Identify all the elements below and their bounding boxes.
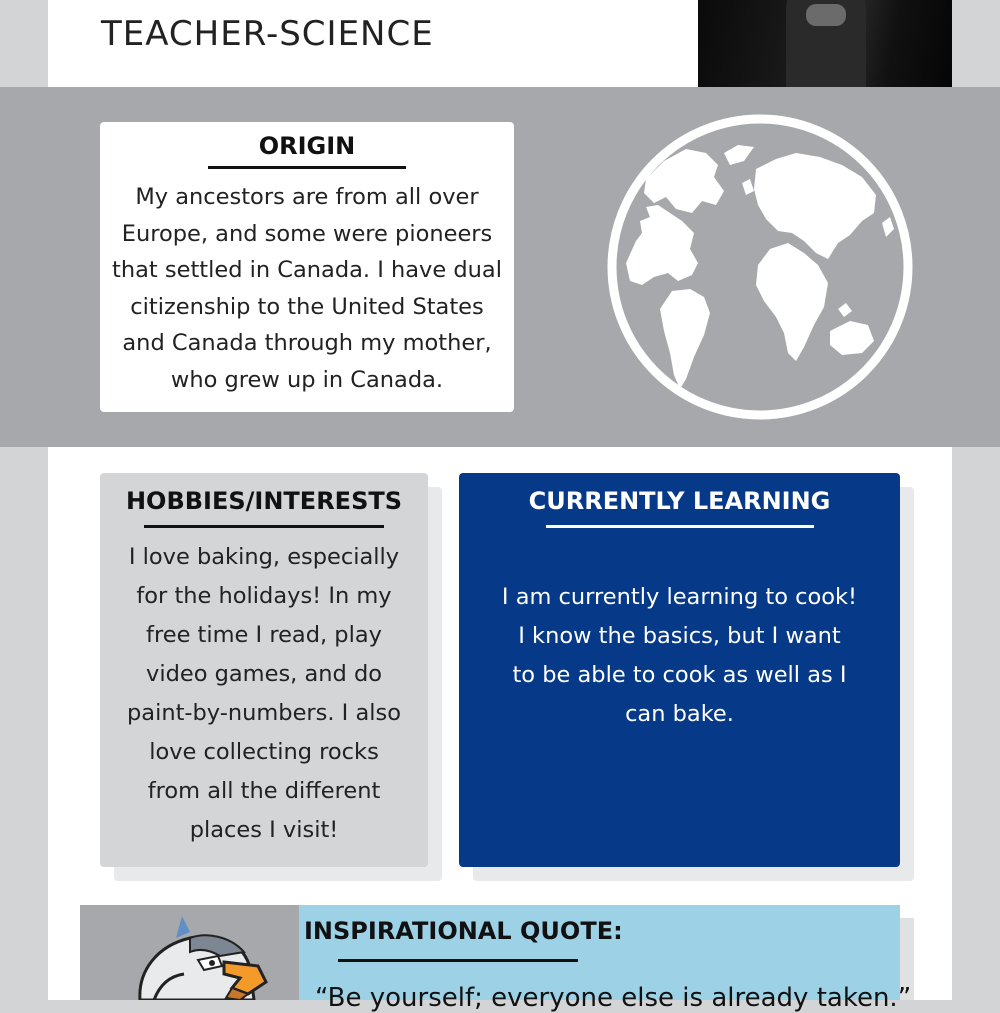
learning-card: [459, 473, 900, 867]
hobbies-line: for the holidays! In my: [136, 583, 392, 609]
teacher-photo: [698, 0, 952, 87]
origin-line: who grew up in Canada.: [170, 366, 444, 393]
origin-heading: ORIGIN: [258, 132, 356, 160]
origin-rule: [208, 166, 406, 169]
hobbies-rule: [144, 525, 384, 528]
photo-hands: [806, 4, 846, 26]
origin-line: that settled in Canada. I have dual: [112, 257, 502, 283]
learning-line: to be able to cook as well as I: [512, 662, 847, 688]
globe-icon: [606, 113, 914, 421]
learning-rule: [546, 525, 814, 528]
origin-line: and Canada through my mother,: [122, 330, 492, 356]
eagle-mascot-icon: [120, 912, 270, 1000]
hobbies-line: paint-by-numbers. I also: [127, 700, 401, 726]
origin-line: citizenship to the United States: [130, 293, 484, 320]
hobbies-line: love collecting rocks: [149, 739, 379, 765]
learning-line: can bake.: [625, 701, 734, 727]
origin-line: Europe, and some were pioneers: [121, 220, 493, 247]
hobbies-line: video games, and do: [146, 661, 382, 687]
hobbies-line: places I visit!: [189, 817, 339, 843]
hobbies-line: I love baking, especially: [128, 544, 400, 570]
learning-heading: CURRENTLY LEARNING: [528, 487, 831, 515]
hobbies-card: [100, 473, 428, 867]
quote-heading: INSPIRATIONAL QUOTE:: [304, 917, 623, 945]
hobbies-heading: HOBBIES/INTERESTS: [125, 487, 403, 515]
teacher-subtitle: TEACHER-SCIENCE: [101, 14, 434, 54]
origin-card: [100, 122, 514, 412]
learning-line: I am currently learning to cook!: [501, 584, 858, 610]
quote-rule: [338, 959, 578, 962]
quote-text: “Be yourself; everyone else is already taken.”: [315, 983, 912, 1013]
learning-line: I know the basics, but I want: [518, 623, 841, 649]
hobbies-line: free time I read, play: [146, 622, 382, 648]
origin-line: My ancestors are from all over: [135, 184, 479, 210]
hobbies-line: from all the different: [147, 778, 381, 804]
